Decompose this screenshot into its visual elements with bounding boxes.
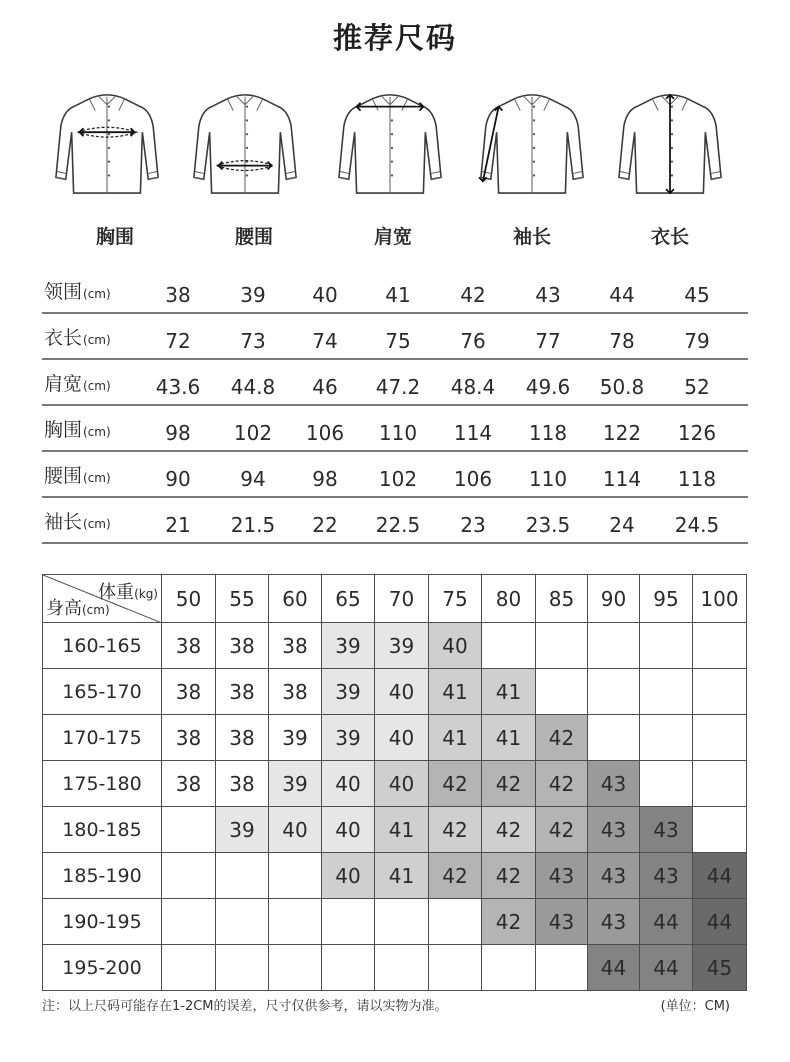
- size-cell: 44: [588, 945, 640, 991]
- size-cell: 40: [322, 761, 375, 807]
- grid-row: [43, 715, 747, 761]
- spec-row-label: 领围(cm): [44, 281, 111, 303]
- shirt-icon: [190, 86, 300, 198]
- height-range-label: 195-200: [43, 945, 162, 991]
- spec-value: 23: [460, 513, 486, 537]
- spec-value: 39: [240, 283, 266, 307]
- shirt-caption-shoulder: 肩宽: [373, 226, 412, 248]
- spec-value: 41: [385, 283, 411, 307]
- shirt-icon: [335, 86, 445, 198]
- grid-row: [43, 945, 747, 991]
- size-cell: 43: [588, 807, 640, 853]
- height-range-label: 165-170: [43, 669, 162, 715]
- height-range-label: 170-175: [43, 715, 162, 761]
- size-cell: 41: [375, 853, 429, 899]
- shirt-icon: [477, 86, 587, 198]
- height-header: 身高(cm): [46, 598, 110, 619]
- size-cell: [536, 623, 588, 669]
- size-cell: 41: [429, 669, 482, 715]
- shirt-diagram-chest: [52, 86, 162, 198]
- grid-row: [43, 853, 747, 899]
- spec-value: 45: [684, 283, 710, 307]
- spec-value: 94: [240, 467, 266, 491]
- weight-column-header: 65: [322, 575, 375, 623]
- measure-arrow: [666, 95, 674, 193]
- spec-value: 114: [453, 421, 493, 445]
- size-cell: [640, 669, 693, 715]
- spec-value: 126: [677, 421, 717, 445]
- spec-unit: (cm): [83, 471, 111, 485]
- size-cell: [536, 945, 588, 991]
- weight-column-header: 80: [482, 575, 536, 623]
- spec-value: 46: [312, 375, 338, 399]
- shirt-caption-waist: 腰围: [234, 226, 273, 248]
- spec-row-label: 腰围(cm): [44, 465, 111, 487]
- size-cell: 43: [588, 853, 640, 899]
- size-cell: 38: [162, 715, 216, 761]
- spec-value: 24.5: [674, 513, 720, 537]
- spec-value: 90: [165, 467, 191, 491]
- size-cell: 43: [536, 899, 588, 945]
- size-cell: 42: [536, 761, 588, 807]
- spec-value: 118: [528, 421, 568, 445]
- size-cell: 38: [162, 669, 216, 715]
- spec-value: 23.5: [525, 513, 571, 537]
- grid-row: [43, 761, 747, 807]
- spec-value: 49.6: [525, 375, 571, 399]
- spec-value: 21.5: [230, 513, 276, 537]
- size-cell: 42: [429, 853, 482, 899]
- spec-row: [42, 452, 748, 498]
- size-cell: 40: [375, 761, 429, 807]
- spec-value: 52: [684, 375, 710, 399]
- grid-row: [43, 669, 747, 715]
- spec-value: 75: [385, 329, 411, 353]
- size-cell: 44: [693, 899, 747, 945]
- spec-row-label: 肩宽(cm): [44, 373, 111, 395]
- spec-row-label: 衣长(cm): [44, 327, 111, 349]
- spec-row: [42, 314, 748, 360]
- size-cell: 38: [216, 761, 269, 807]
- weight-column-header: 100: [693, 575, 747, 623]
- spec-value: 122: [602, 421, 642, 445]
- spec-value: 110: [528, 467, 568, 491]
- spec-row: [42, 360, 748, 406]
- size-cell: 45: [693, 945, 747, 991]
- weight-column-header: 50: [162, 575, 216, 623]
- shirt-caption-length: 衣长: [650, 226, 689, 248]
- spec-row: [42, 268, 748, 314]
- spec-value: 98: [165, 421, 191, 445]
- weight-column-header: 95: [640, 575, 693, 623]
- spec-value: 73: [240, 329, 266, 353]
- shirt-icon: [615, 86, 725, 198]
- height-range-label: 180-185: [43, 807, 162, 853]
- spec-value: 118: [677, 467, 717, 491]
- spec-value: 98: [312, 467, 338, 491]
- size-cell: 38: [216, 623, 269, 669]
- size-cell: 38: [216, 715, 269, 761]
- size-cell: 44: [640, 945, 693, 991]
- size-cell: 43: [640, 807, 693, 853]
- size-cell: [216, 853, 269, 899]
- size-cell: [322, 945, 375, 991]
- size-cell: 42: [482, 761, 536, 807]
- size-cell: 40: [322, 853, 375, 899]
- spec-unit: (cm): [83, 379, 111, 393]
- size-grid: [42, 574, 747, 991]
- size-cell: 39: [269, 761, 322, 807]
- size-cell: [693, 669, 747, 715]
- size-cell: [216, 899, 269, 945]
- size-cell: 38: [269, 623, 322, 669]
- shirt-caption-sleeve: 袖长: [512, 226, 551, 248]
- size-cell: [269, 899, 322, 945]
- size-cell: 40: [429, 623, 482, 669]
- size-cell: [162, 807, 216, 853]
- spec-value: 38: [165, 283, 191, 307]
- size-cell: 42: [536, 715, 588, 761]
- weight-header: 体重(kg): [98, 582, 158, 603]
- size-cell: [693, 715, 747, 761]
- size-cell: [216, 945, 269, 991]
- shirt-icon: [52, 86, 162, 198]
- height-range-label: 175-180: [43, 761, 162, 807]
- spec-value: 102: [378, 467, 418, 491]
- size-cell: 38: [216, 669, 269, 715]
- spec-unit: (cm): [83, 287, 111, 301]
- spec-row-label: 胸围(cm): [44, 419, 111, 441]
- shirt-diagram-length: [615, 86, 725, 198]
- size-cell: 40: [375, 715, 429, 761]
- size-cell: 43: [588, 899, 640, 945]
- spec-row: [42, 406, 748, 452]
- size-cell: 42: [482, 899, 536, 945]
- size-cell: [269, 945, 322, 991]
- height-range-label: 185-190: [43, 853, 162, 899]
- spec-value: 102: [233, 421, 273, 445]
- spec-value: 48.4: [450, 375, 496, 399]
- spec-value: 42: [460, 283, 486, 307]
- spec-value: 106: [453, 467, 493, 491]
- spec-value: 21: [165, 513, 191, 537]
- size-cell: [588, 669, 640, 715]
- size-cell: [429, 899, 482, 945]
- size-cell: [375, 899, 429, 945]
- grid-row: [43, 807, 747, 853]
- spec-value: 43.6: [155, 375, 201, 399]
- spec-value: 74: [312, 329, 338, 353]
- spec-value: 50.8: [599, 375, 645, 399]
- weight-column-header: 70: [375, 575, 429, 623]
- weight-column-header: 60: [269, 575, 322, 623]
- measure-arrow: [479, 107, 503, 182]
- weight-column-header: 85: [536, 575, 588, 623]
- spec-value: 44.8: [230, 375, 276, 399]
- size-cell: 42: [482, 853, 536, 899]
- page-title: 推荐尺码: [332, 21, 457, 55]
- size-cell: [640, 761, 693, 807]
- size-cell: 39: [375, 623, 429, 669]
- weight-column-header: 90: [588, 575, 640, 623]
- size-cell: [640, 623, 693, 669]
- size-cell: 43: [588, 761, 640, 807]
- grid-row: [43, 899, 747, 945]
- size-cell: [693, 623, 747, 669]
- size-cell: 42: [429, 807, 482, 853]
- size-cell: 42: [536, 807, 588, 853]
- size-cell: [640, 715, 693, 761]
- size-cell: 44: [693, 853, 747, 899]
- size-cell: [162, 853, 216, 899]
- spec-value: 24: [609, 513, 635, 537]
- spec-value: 106: [305, 421, 345, 445]
- size-cell: [588, 715, 640, 761]
- spec-unit: (cm): [83, 333, 111, 347]
- size-cell: 38: [269, 669, 322, 715]
- size-cell: [269, 853, 322, 899]
- spec-value: 47.2: [375, 375, 421, 399]
- spec-value: 110: [378, 421, 418, 445]
- spec-value: 77: [535, 329, 561, 353]
- size-cell: 41: [375, 807, 429, 853]
- size-cell: [322, 899, 375, 945]
- grid-corner-header: [43, 575, 162, 623]
- spec-value: 40: [312, 283, 338, 307]
- shirt-caption-chest: 胸围: [95, 226, 134, 248]
- footnote: 注：以上尺码可能存在1-2CM的误差，尺寸仅供参考，请以实物为准。: [42, 999, 448, 1014]
- size-cell: [693, 761, 747, 807]
- spec-value: 43: [535, 283, 561, 307]
- spec-unit: (cm): [83, 425, 111, 439]
- spec-value: 76: [460, 329, 486, 353]
- size-cell: 39: [322, 669, 375, 715]
- weight-column-header: 55: [216, 575, 269, 623]
- spec-unit: (cm): [83, 517, 111, 531]
- size-cell: [693, 807, 747, 853]
- grid-row: [43, 623, 747, 669]
- size-cell: 41: [482, 669, 536, 715]
- size-cell: 39: [322, 623, 375, 669]
- shirt-diagram-sleeve: [477, 86, 587, 198]
- size-cell: [162, 899, 216, 945]
- spec-row-label: 袖长(cm): [44, 511, 111, 533]
- size-cell: [536, 669, 588, 715]
- spec-row: [42, 498, 748, 544]
- size-cell: 39: [322, 715, 375, 761]
- size-cell: [482, 945, 536, 991]
- spec-value: 22: [312, 513, 338, 537]
- weight-column-header: 75: [429, 575, 482, 623]
- size-cell: 41: [482, 715, 536, 761]
- unit-note: (单位：CM): [660, 999, 730, 1014]
- size-cell: 43: [640, 853, 693, 899]
- spec-value: 72: [165, 329, 191, 353]
- size-cell: 38: [162, 761, 216, 807]
- size-cell: 38: [162, 623, 216, 669]
- size-cell: 40: [375, 669, 429, 715]
- size-cell: [375, 945, 429, 991]
- size-cell: 40: [322, 807, 375, 853]
- size-cell: [482, 623, 536, 669]
- size-cell: [429, 945, 482, 991]
- spec-value: 114: [602, 467, 642, 491]
- size-cell: [588, 623, 640, 669]
- spec-value: 22.5: [375, 513, 421, 537]
- spec-value: 78: [609, 329, 635, 353]
- size-cell: 44: [640, 899, 693, 945]
- spec-value: 44: [609, 283, 635, 307]
- size-cell: 39: [216, 807, 269, 853]
- size-cell: 42: [429, 761, 482, 807]
- height-range-label: 190-195: [43, 899, 162, 945]
- size-cell: 43: [536, 853, 588, 899]
- shirt-diagram-waist: [190, 86, 300, 198]
- shirt-diagram-shoulder: [335, 86, 445, 198]
- size-cell: [162, 945, 216, 991]
- size-cell: 40: [269, 807, 322, 853]
- size-cell: 39: [269, 715, 322, 761]
- size-cell: 41: [429, 715, 482, 761]
- size-cell: 42: [482, 807, 536, 853]
- spec-value: 79: [684, 329, 710, 353]
- height-range-label: 160-165: [43, 623, 162, 669]
